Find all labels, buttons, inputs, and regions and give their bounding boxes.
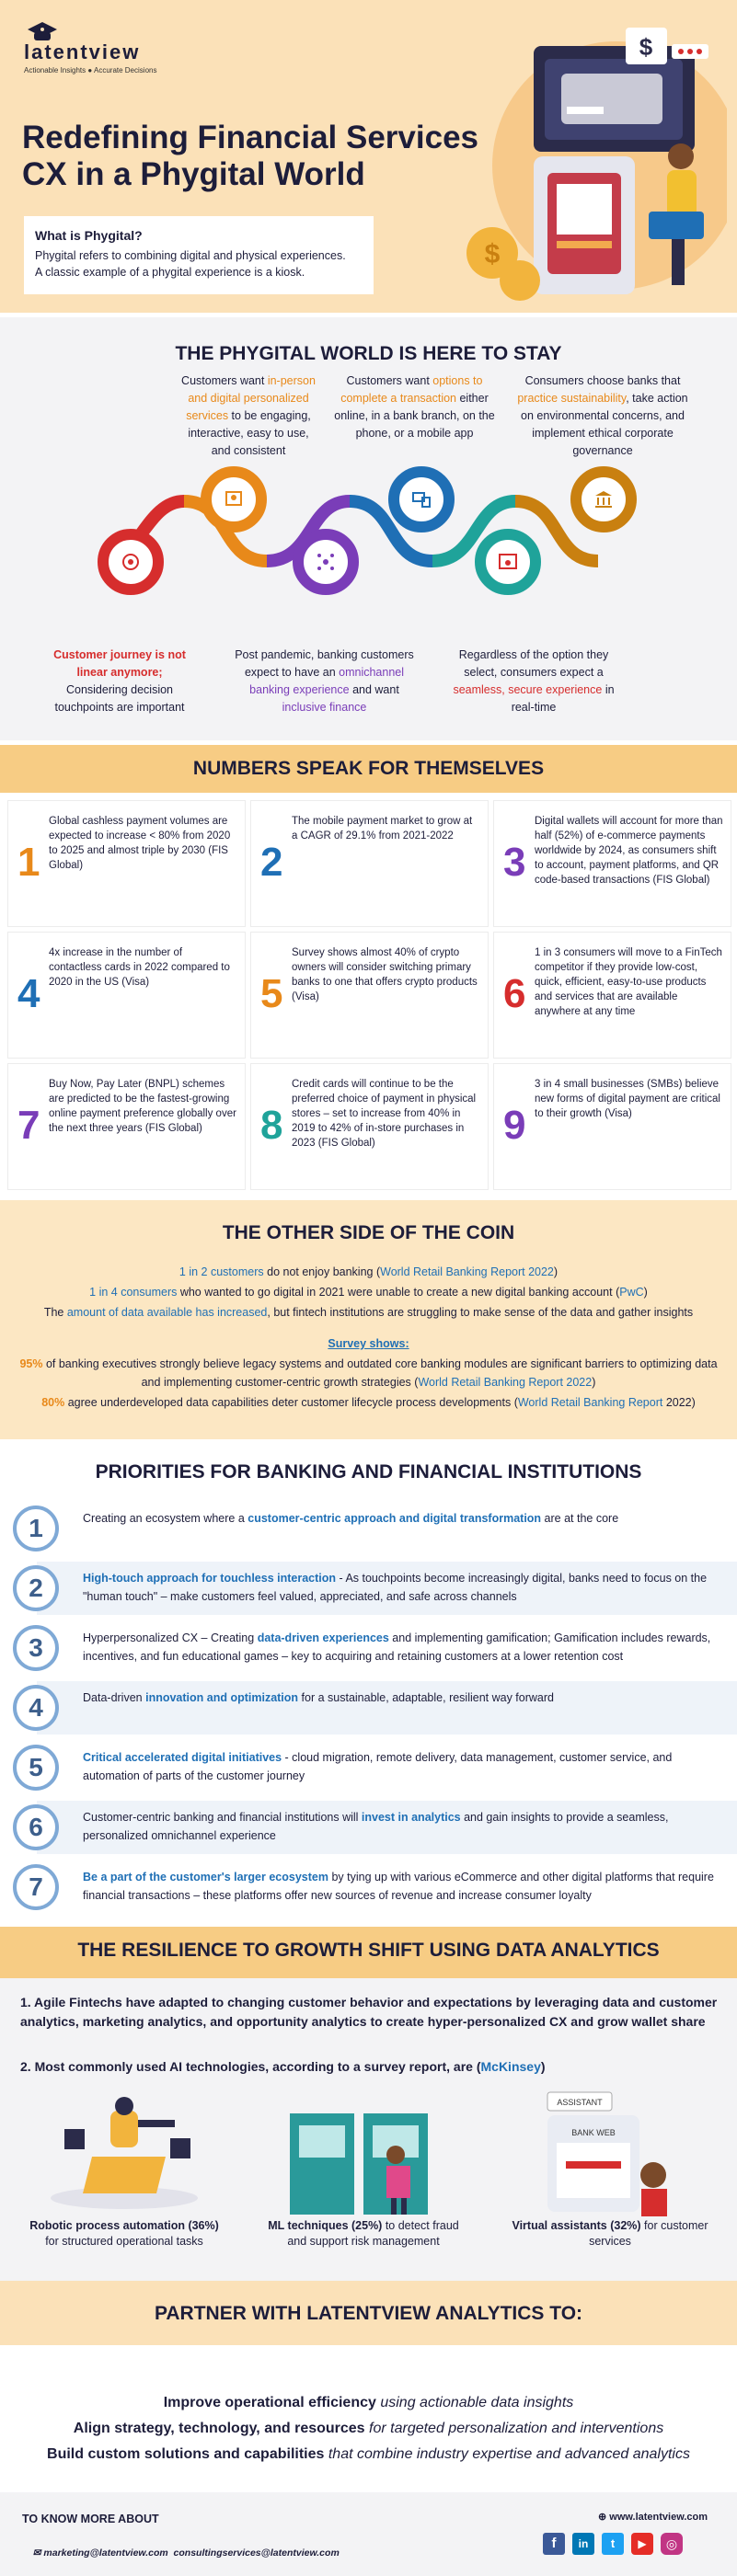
facebook-icon[interactable]: f xyxy=(543,2533,565,2555)
what-is-phygital-box xyxy=(24,216,374,294)
numbers-section xyxy=(0,745,737,1196)
stat-cell xyxy=(493,932,731,1059)
bank-web-label: BANK WEB xyxy=(571,2128,616,2137)
stat-text: 1 in 3 consumers will move to a FinTech competitor if they provide low-cost, quick, efficient, easy-to-use products and services that are available anywhere at any time xyxy=(535,947,722,1017)
ring-sustainability xyxy=(570,466,637,532)
priority-row xyxy=(0,1681,737,1736)
priority-text: High-touch approach for touchless interaction - As touchpoints become increasingly digital, banks need to focus on the "human touch" – make customers feel valued, appreciated, and safe across channels xyxy=(83,1572,708,1603)
stat-cell xyxy=(250,932,489,1059)
ring-personal xyxy=(201,466,267,532)
priority-row xyxy=(0,1860,737,1916)
resilience-point-2: 2. Most commonly used AI technologies, according to a survey report, are (McKinsey) xyxy=(20,2059,546,2074)
twitter-icon[interactable]: t xyxy=(602,2533,624,2555)
footer-emails[interactable]: ✉ marketing@latentview.com consultingservices@latentview.com xyxy=(32,2547,340,2559)
ring-options xyxy=(388,466,455,532)
partner-line-2: Align strategy, technology, and resources for targeted personalization and interventions xyxy=(73,2421,664,2436)
stat-text: Survey shows almost 40% of crypto owners will consider switching primary banks to one that offers crypto products (Visa) xyxy=(292,947,478,1002)
stat-number: 5 xyxy=(260,971,283,1016)
journey-ribbon xyxy=(83,464,653,593)
user-screen-icon xyxy=(225,490,243,509)
other-side-section xyxy=(0,1200,737,1439)
assistant-label: ASSISTANT xyxy=(557,2098,603,2107)
stat-number: 9 xyxy=(503,1103,526,1148)
priority-number: 3 xyxy=(13,1625,59,1671)
what-text-2: A classic example of a phygital experience is a kiosk. xyxy=(35,266,305,279)
resilience-point-1: 1. Agile Fintechs have adapted to changing customer behavior and expectations by leveraging data and customer analytics, marketing analytics, and opportunity analytics to create hyper-personalized CX and grow wallet share xyxy=(20,1995,718,2029)
stat-text: Buy Now, Pay Later (BNPL) schemes are predicted to be the fastest-growing online payment preference globally over the next three years (FIS Global) xyxy=(49,1079,236,1134)
partner-line-1: Improve operational efficiency using actionable data insights xyxy=(163,2395,574,2410)
stat-cell xyxy=(493,800,731,927)
priority-row xyxy=(0,1741,737,1796)
ring-journey xyxy=(98,529,164,595)
mail-icon: ✉ xyxy=(32,2547,44,2559)
priority-text: Data-driven innovation and optimization for a sustainable, adaptable, resilient way forward xyxy=(83,1691,554,1704)
ring-secure xyxy=(475,529,541,595)
youtube-icon[interactable]: ▶ xyxy=(631,2533,653,2555)
stat-number: 2 xyxy=(260,840,283,885)
priority-text: Customer-centric banking and financial institutions will invest in analytics and gain insights to provide a seamless, personalized omnichannel experience xyxy=(83,1811,669,1842)
priority-text: Hyperpersonalized CX – Creating data-driven experiences and implementing gamification; Gamification includes rewards, incentives, and fun educational games – key to acquiring and retaining customers at a lower retention cost xyxy=(83,1631,711,1663)
page-title: Redefining Financial Services CX in a Phygital World xyxy=(22,120,478,192)
what-text-1: Phygital refers to combining digital and physical experiences. xyxy=(35,249,346,262)
instagram-icon[interactable]: ◎ xyxy=(661,2533,683,2555)
phygital-top-2: Customers want options to complete a transaction either online, in a bank branch, on the phone, or a mobile app xyxy=(334,374,495,440)
secure-browser-icon xyxy=(499,553,517,571)
phygital-bottom-1: Customer journey is not linear anymore; Considering decision touchpoints are important xyxy=(53,648,186,714)
numbers-heading: NUMBERS SPEAK FOR THEMSELVES xyxy=(192,758,545,779)
devices-icon xyxy=(412,490,431,509)
caption-rpa: Robotic process automation (36%) for structured operational tasks xyxy=(29,2219,219,2248)
priority-number: 1 xyxy=(13,1506,59,1551)
priorities-heading: PRIORITIES FOR BANKING AND FINANCIAL INSTITUTIONS xyxy=(95,1461,642,1483)
stat-cell xyxy=(7,932,246,1059)
priority-row xyxy=(0,1562,737,1617)
phygital-section xyxy=(0,317,737,740)
stat-text: 3 in 4 small businesses (SMBs) believe new forms of digital payment are critical to their growth (Visa) xyxy=(535,1079,720,1119)
robot-automation-illustration xyxy=(46,2092,202,2212)
bank-icon xyxy=(594,490,613,509)
website-link[interactable]: ⊕ www.latentview.com xyxy=(598,2512,708,2523)
survey-line-1: 95% of banking executives strongly believe legacy systems and outdated core banking modules are significant barriers to optimizing data and implementing customer-centric growth strategies (World Retail Banking Report 2022) xyxy=(19,1357,718,1389)
globe-icon: ⊕ xyxy=(598,2512,610,2523)
other-heading: THE OTHER SIDE OF THE COIN xyxy=(222,1222,515,1243)
survey-label: Survey shows: xyxy=(328,1337,409,1350)
partner-section xyxy=(0,2281,737,2492)
stat-text: Digital wallets will account for more than half (52%) of e-commerce payments worldwide by 2024, as consumers shift to account, payment platforms, and QR code-based transactions (FIS Global) xyxy=(535,816,723,886)
stat-text: Credit cards will continue to be the preferred choice of payment in physical stores – set to increase from 40% in 2019 to 42% of in-store purchases in 2023 (FIS Global) xyxy=(292,1079,477,1149)
priority-number: 7 xyxy=(13,1864,59,1910)
footer xyxy=(0,2492,737,2576)
priority-row xyxy=(0,1801,737,1856)
header-section xyxy=(0,0,737,313)
phygital-bottom-2: Post pandemic, banking customers expect to have an omnichannel banking experience and want inclusive finance xyxy=(235,648,414,714)
stat-text: Global cashless payment volumes are expected to increase < 80% from 2020 to 2025 and almost triple by 2030 (FIS Global) xyxy=(49,816,231,871)
priority-text: Critical accelerated digital initiatives - cloud migration, remote delivery, data management, customer service, and automation of parts of the customer journey xyxy=(83,1751,673,1782)
priority-number: 4 xyxy=(13,1685,59,1731)
kiosk-illustration xyxy=(460,18,727,303)
linkedin-icon[interactable]: in xyxy=(572,2533,594,2555)
footer-know: TO KNOW MORE ABOUT xyxy=(22,2513,159,2525)
caption-assistant: Virtual assistants (32%) for customer services xyxy=(512,2219,708,2248)
other-line-1: 1 in 2 customers do not enjoy banking (World Retail Banking Report 2022) xyxy=(178,1265,559,1278)
stat-text: 4x increase in the number of contactless cards in 2022 compared to 2020 in the US (Visa) xyxy=(49,947,230,988)
caption-ml: ML techniques (25%) to detect fraud and support risk management xyxy=(268,2219,459,2248)
priority-number: 2 xyxy=(13,1565,59,1611)
resilience-heading: THE RESILIENCE TO GROWTH SHIFT USING DATA ANALYTICS xyxy=(77,1940,660,1961)
partner-heading: PARTNER WITH LATENTVIEW ANALYTICS TO: xyxy=(154,2303,583,2324)
stat-cell xyxy=(493,1063,731,1190)
stat-number: 7 xyxy=(17,1103,40,1148)
ring-omnichannel xyxy=(293,529,359,595)
target-icon xyxy=(121,553,140,571)
other-line-3: The amount of data available has increased, but fintech institutions are struggling to make sense of the data and gather insights xyxy=(43,1306,694,1319)
stat-text: The mobile payment market to grow at a CAGR of 29.1% from 2021-2022 xyxy=(292,816,473,841)
priority-number: 5 xyxy=(13,1745,59,1791)
priority-row xyxy=(0,1621,737,1677)
logo-text: latentview xyxy=(24,40,141,63)
stat-number: 3 xyxy=(503,840,526,885)
svg-text:$: $ xyxy=(484,239,501,269)
phygital-bottom-3: Regardless of the option they select, consumers expect a seamless, secure experience in real-time xyxy=(453,648,615,714)
other-line-2: 1 in 4 consumers who wanted to go digital in 2021 were unable to create a new digital banking account (PwC) xyxy=(89,1286,648,1299)
stat-number: 8 xyxy=(260,1103,283,1148)
ml-atm-illustration xyxy=(276,2090,451,2215)
social-icons xyxy=(543,2533,683,2555)
priorities-section xyxy=(0,1439,737,1927)
priority-row xyxy=(0,1502,737,1557)
partner-line-3: Build custom solutions and capabilities that combine industry expertise and advanced analytics xyxy=(47,2446,690,2462)
stat-cell xyxy=(7,1063,246,1190)
network-icon xyxy=(317,553,335,571)
phygital-top-3: Consumers choose banks that practice sustainability, take action on environmental concerns, and implement ethical corporate governance xyxy=(517,374,688,457)
stat-number: 1 xyxy=(17,840,40,885)
priority-text: Be a part of the customer's larger ecosystem by tying up with various eCommerce and other digital platforms that require financial transactions – these platforms offer new sources of revenue and increase consumer loyalty xyxy=(83,1871,714,1902)
tagline: Actionable Insights ● Accurate Decisions xyxy=(24,66,157,74)
stat-cell xyxy=(250,800,489,927)
stat-number: 6 xyxy=(503,971,526,1016)
priority-number: 6 xyxy=(13,1804,59,1850)
what-title: What is Phygital? xyxy=(35,228,143,243)
phygital-heading: THE PHYGITAL WORLD IS HERE TO STAY xyxy=(175,343,562,364)
stat-cell xyxy=(250,1063,489,1190)
svg-text:$: $ xyxy=(639,33,653,61)
stat-number: 4 xyxy=(17,971,40,1016)
stat-cell xyxy=(7,800,246,927)
survey-line-2: 80% agree underdeveloped data capabilities deter customer lifecycle process developments (World Retail Banking Report 2022) xyxy=(41,1396,696,1409)
virtual-assistant-illustration xyxy=(529,2088,695,2216)
phygital-top-1: Customers want in-person and digital personalized services to be engaging, interactive, easy to use, and consistent xyxy=(181,374,316,457)
priority-text: Creating an ecosystem where a customer-centric approach and digital transformation are at the core xyxy=(83,1512,619,1525)
